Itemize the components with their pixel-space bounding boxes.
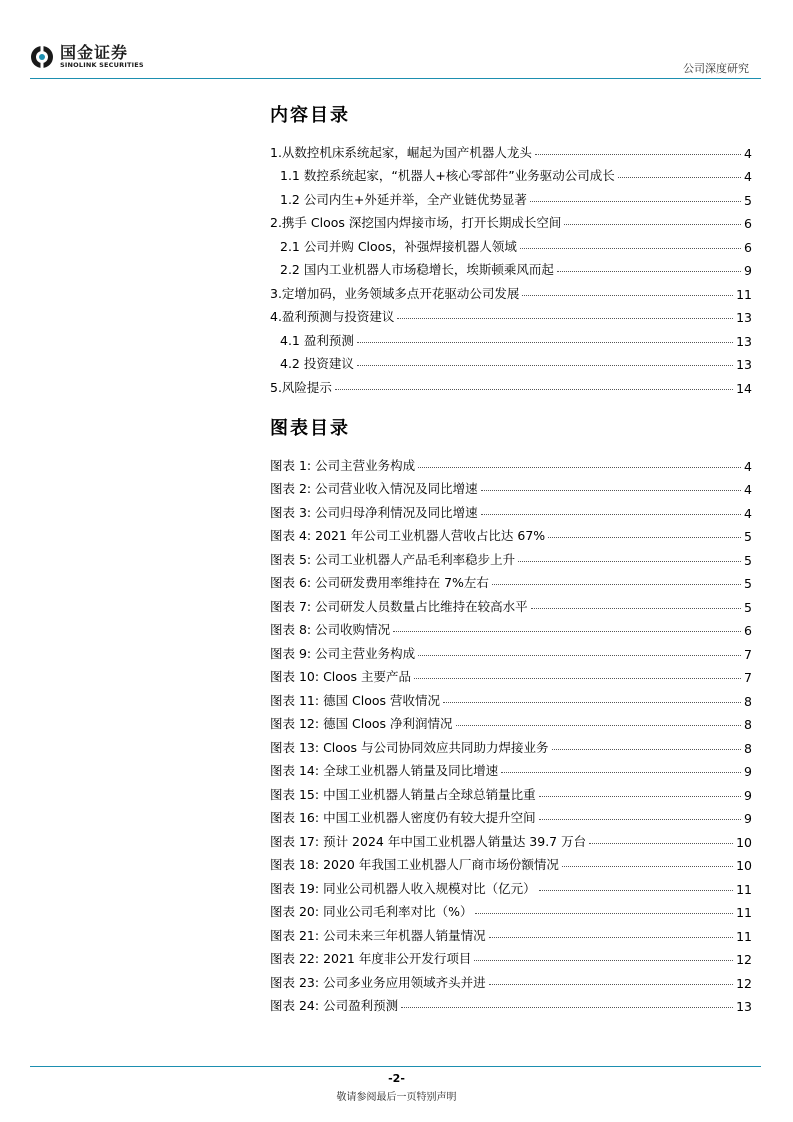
dot-leader: [564, 224, 741, 225]
contents-entry-label: 1.1 数控系统起家，“机器人+核心零部件”业务驱动公司成长: [280, 168, 615, 183]
contents-entry-page: 11: [736, 286, 752, 302]
figure-entry-label: 图表 2: 公司营业收入情况及同比增速: [270, 481, 478, 496]
contents-entry[interactable]: [270, 137, 752, 161]
figure-entry-page: 5: [744, 576, 752, 591]
figure-entry-label: 图表 15: 中国工业机器人销量占全球总销量比重: [270, 786, 536, 802]
contents-entry[interactable]: [270, 255, 752, 279]
dot-leader: [443, 702, 741, 703]
figure-entry-label: 图表 24: 公司盈利预测: [270, 998, 399, 1013]
dot-leader: [481, 514, 741, 515]
dot-leader: [618, 177, 741, 178]
contents-title: 内容目录: [270, 105, 350, 126]
dot-leader: [522, 295, 733, 296]
figure-entry-label: 图表 21: 公司未来三年机器人销量情况: [270, 927, 486, 943]
dot-leader: [418, 467, 741, 468]
contents-entry-label: 1.从数控机床系统起家，崛起为国产机器人龙头: [270, 144, 532, 160]
figure-entry[interactable]: [270, 873, 752, 897]
figure-entry-page: 8: [744, 717, 752, 732]
dot-leader: [501, 772, 741, 773]
figure-entry-page: 5: [744, 552, 752, 568]
dot-leader: [552, 749, 741, 750]
dot-leader: [539, 890, 734, 891]
figure-entry-label: 图表 4: 2021 年公司工业机器人营收占比达 67%: [270, 528, 546, 543]
figure-entry-label: 图表 22: 2021 年度非公开发行项目: [270, 951, 472, 966]
figure-entry[interactable]: [270, 638, 752, 662]
dot-leader: [518, 561, 741, 562]
figure-entry[interactable]: [270, 756, 752, 780]
dot-leader: [474, 960, 733, 961]
figure-entry-page: 7: [744, 646, 752, 662]
dot-leader: [456, 725, 742, 726]
figure-entry[interactable]: [270, 591, 752, 615]
figure-entry[interactable]: [270, 991, 752, 1015]
contents-entry[interactable]: [270, 184, 752, 208]
figure-entry-label: 图表 5: 公司工业机器人产品毛利率稳步上升: [270, 551, 516, 567]
figure-entry[interactable]: [270, 544, 752, 568]
dot-leader: [393, 631, 741, 632]
figure-entry[interactable]: [270, 662, 752, 686]
contents-entry[interactable]: [270, 231, 752, 255]
figure-entry-label: 图表 6: 公司研发费用率维持在 7%左右: [270, 575, 489, 590]
figure-entry-page: 4: [744, 505, 752, 521]
dot-leader: [357, 365, 733, 366]
figure-entry-page: 9: [744, 787, 752, 803]
dot-leader: [335, 389, 733, 390]
page-number: -2-: [388, 1072, 405, 1085]
contents-entry-page: 6: [744, 216, 752, 231]
contents-entry-label: 2.携手 Cloos 深挖国内焊接市场，打开长期成长空间: [270, 215, 562, 230]
contents-entry-page: 4: [744, 169, 752, 184]
figure-entry-page: 10: [736, 834, 752, 850]
contents-entry-page: 13: [736, 357, 752, 372]
figure-entry-label: 图表 19: 同业公司机器人收入规模对比（亿元）: [270, 880, 536, 896]
figure-entry[interactable]: [270, 803, 752, 827]
contents-entry-label: 2.1 公司并购 Cloos，补强焊接机器人领域: [280, 238, 517, 254]
page-header: [0, 0, 793, 90]
figure-entry-page: 8: [744, 740, 752, 756]
dot-leader: [397, 318, 733, 319]
figure-entry[interactable]: [270, 920, 752, 944]
dot-leader: [539, 819, 741, 820]
contents-list: [270, 137, 752, 396]
contents-entry-page: 5: [744, 192, 752, 208]
contents-entry-label: 4.盈利预测与投资建议: [270, 309, 395, 324]
figure-entry[interactable]: [270, 897, 752, 921]
figure-entry-page: 8: [744, 693, 752, 709]
figure-entry[interactable]: [270, 568, 752, 592]
contents-entry[interactable]: [270, 325, 752, 349]
contents-entry[interactable]: [270, 278, 752, 302]
header-divider: [30, 78, 761, 79]
contents-entry-page: 6: [744, 239, 752, 255]
contents-entry[interactable]: [270, 302, 752, 326]
logo-chinese-name: 国金证券: [60, 43, 129, 62]
contents-entry[interactable]: [270, 349, 752, 373]
figure-entry[interactable]: [270, 685, 752, 709]
contents-entry[interactable]: [270, 208, 752, 232]
dot-leader: [489, 937, 734, 938]
figure-entry-label: 图表 17: 预计 2024 年中国工业机器人销量达 39.7 万台: [270, 833, 587, 849]
figure-entry-label: 图表 14: 全球工业机器人销量及同比增速: [270, 763, 499, 778]
figure-entry[interactable]: [270, 732, 752, 756]
figures-list: [270, 450, 752, 1014]
figure-entry-label: 图表 13: Cloos 与公司协同效应共同助力焊接业务: [270, 739, 549, 755]
figure-entry-page: 4: [744, 482, 752, 497]
dot-leader: [520, 248, 741, 249]
figure-entry-label: 图表 16: 中国工业机器人密度仍有较大提升空间: [270, 810, 536, 825]
figure-entry[interactable]: [270, 497, 752, 521]
figure-entry-page: 5: [744, 529, 752, 544]
contents-entry[interactable]: [270, 161, 752, 185]
figure-entry-page: 13: [736, 999, 752, 1014]
figure-entry-page: 11: [736, 905, 752, 920]
figure-entry-label: 图表 9: 公司主营业务构成: [270, 645, 416, 661]
figure-entry-page: 12: [736, 975, 752, 991]
figure-entry-label: 图表 20: 同业公司毛利率对比（%）: [270, 904, 473, 919]
contents-entry-page: 13: [736, 310, 752, 325]
figure-entry-page: 11: [736, 928, 752, 944]
logo-english-name: SINOLINK SECURITIES: [60, 61, 144, 69]
report-type-label: 公司深度研究: [683, 62, 749, 75]
dot-leader: [489, 984, 734, 985]
figure-entry-page: 4: [744, 458, 752, 474]
figure-entry[interactable]: [270, 450, 752, 474]
dot-leader: [357, 342, 733, 343]
figure-entry-label: 图表 3: 公司归母净利情况及同比增速: [270, 504, 478, 520]
figure-entry-label: 图表 11: 德国 Cloos 营收情况: [270, 692, 441, 708]
figure-entry-page: 11: [736, 881, 752, 897]
dot-leader: [589, 843, 733, 844]
figure-entry[interactable]: [270, 944, 752, 968]
contents-entry-page: 9: [744, 263, 752, 278]
contents-entry-page: 4: [744, 145, 752, 161]
dot-leader: [492, 584, 741, 585]
figure-entry-page: 12: [736, 952, 752, 967]
figure-entry-label: 图表 7: 公司研发人员数量占比维持在较高水平: [270, 598, 528, 614]
figure-entry-page: 6: [744, 623, 752, 638]
figure-entry[interactable]: [270, 826, 752, 850]
figure-entry-label: 图表 8: 公司收购情况: [270, 622, 391, 637]
figure-entry-page: 9: [744, 764, 752, 779]
contents-entry-page: 14: [736, 380, 752, 396]
contents-entry-label: 1.2 公司内生+外延并举，全产业链优势显著: [280, 191, 527, 207]
figure-entry-label: 图表 18: 2020 年我国工业机器人厂商市场份额情况: [270, 857, 559, 872]
dot-leader: [539, 796, 741, 797]
figure-entry[interactable]: [270, 779, 752, 803]
figures-section: [270, 416, 752, 1014]
figure-entry-page: 7: [744, 670, 752, 685]
figure-entry-label: 图表 23: 公司多业务应用领域齐头并进: [270, 974, 486, 990]
figure-entry-page: 5: [744, 599, 752, 615]
contents-entry-label: 4.2 投资建议: [280, 356, 354, 371]
contents-entry-label: 4.1 盈利预测: [280, 332, 354, 348]
sinolink-logo-icon: [30, 45, 54, 69]
figure-entry-label: 图表 1: 公司主营业务构成: [270, 457, 416, 473]
figure-entry-page: 9: [744, 811, 752, 826]
dot-leader: [481, 490, 741, 491]
contents-entry-label: 2.2 国内工业机器人市场稳增长，埃斯顿乘风而起: [280, 262, 554, 277]
dot-leader: [548, 537, 741, 538]
dot-leader: [562, 866, 733, 867]
footer-divider: [30, 1066, 761, 1067]
figure-entry[interactable]: [270, 615, 752, 639]
figure-entry[interactable]: [270, 967, 752, 991]
dot-leader: [418, 655, 741, 656]
figures-title: 图表目录: [270, 418, 350, 439]
figure-entry-page: 10: [736, 858, 752, 873]
contents-entry-label: 3.定增加码，业务领域多点开花驱动公司发展: [270, 285, 520, 301]
dot-leader: [414, 678, 741, 679]
contents-entry-label: 5.风险提示: [270, 379, 332, 395]
dot-leader: [557, 271, 741, 272]
footer-disclaimer: 敬请参阅最后一页特别声明: [336, 1092, 457, 1103]
dot-leader: [535, 154, 741, 155]
dot-leader: [401, 1007, 733, 1008]
figure-entry[interactable]: [270, 474, 752, 498]
dot-leader: [531, 608, 741, 609]
contents-entry-page: 13: [736, 333, 752, 349]
figure-entry[interactable]: [270, 709, 752, 733]
company-logo: [30, 44, 144, 69]
contents-section: [270, 103, 752, 396]
figure-entry[interactable]: [270, 521, 752, 545]
dot-leader: [475, 913, 733, 914]
figure-entry-label: 图表 10: Cloos 主要产品: [270, 669, 412, 684]
figure-entry-label: 图表 12: 德国 Cloos 净利润情况: [270, 716, 453, 731]
figure-entry[interactable]: [270, 850, 752, 874]
contents-entry[interactable]: [270, 372, 752, 396]
dot-leader: [530, 201, 741, 202]
